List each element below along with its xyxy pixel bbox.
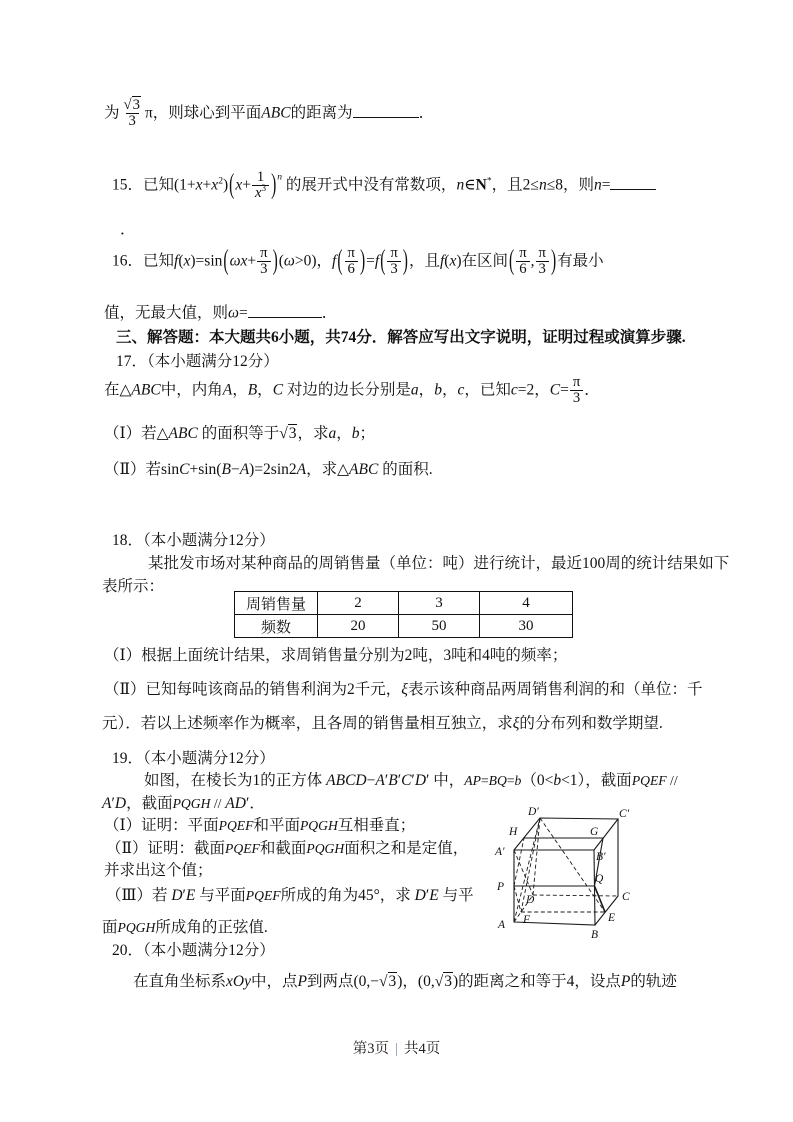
- q19-intro-2: A′D，截面PQGH // AD′．: [102, 795, 265, 812]
- footer-separator: |: [395, 1041, 398, 1057]
- label-h: H: [509, 826, 518, 838]
- table-cell: 20: [318, 615, 399, 638]
- q18-frequency-table: [234, 591, 573, 638]
- table-cell: 2: [318, 592, 399, 615]
- label-a-prime: A′: [495, 846, 505, 858]
- label-b-prime: B′: [596, 851, 606, 863]
- table-cell: 50: [399, 615, 480, 638]
- q19-part3-line1: （Ⅲ）若 D′E 与平面PQEF所成的角为45°，求 D′E 与平: [106, 887, 474, 904]
- label-a: A: [498, 919, 506, 931]
- page-footer: [0, 1037, 793, 1058]
- q16-line-2: 值，无最大值，则ω= ．: [104, 302, 337, 323]
- q18-part2-line1: （Ⅱ）已知每吨该商品的销售利润为2千元，ξ表示该种商品两周销售利润的和（单位：千: [104, 681, 703, 698]
- q20-heading: 20．（本小题满分12分）: [112, 942, 275, 959]
- q17-part1: （Ⅰ）若△ABC 的面积等于√3，求a，b；: [104, 425, 376, 442]
- label-p: P: [497, 881, 505, 893]
- table-row: [235, 615, 573, 638]
- q19-part2-line1: （Ⅱ）证明：截面PQEF和截面PQGH面积之和是定值，: [106, 840, 469, 857]
- lone-dot-line: ．: [120, 221, 136, 238]
- q19-part1: （Ⅰ）证明：平面PQEF和平面PQGH互相垂直；: [104, 817, 416, 834]
- q16-line-1: 16．已知f(x)=sin(ωx+ $\frac{\pi}{3}$ )(ω>0)，f( $\frac{\pi}{6}$ )=f( $\frac{\pi}{3}$ )，且f(x)在区间( $\frac{\pi}{6}$ , $\frac{\pi}{3}$ )有最小: [112, 244, 604, 278]
- footer-page-number: 第3页: [352, 1041, 390, 1057]
- q19-part3-line2: 面PQGH所成角的正弦值.: [102, 919, 268, 936]
- label-c-prime: C′: [619, 808, 630, 820]
- label-b: B: [591, 929, 599, 941]
- q18-part1: （Ⅰ）根据上面统计结果，求周销售量分别为2吨，3吨和4吨的频率；: [104, 647, 568, 664]
- label-c: C: [622, 891, 630, 903]
- label-d-prime: D′: [528, 806, 539, 818]
- q17-part2: （Ⅱ）若sinC+sin(B−A)=2sin2A，求△ABC 的面积.: [104, 461, 433, 478]
- q20-intro: 在直角坐标系xOy中，点P到两点(0,−√3)，(0,√3)的距离之和等于4，设点P的轨迹: [133, 973, 677, 990]
- table-cell: 30: [480, 615, 573, 638]
- q19-heading: 19．（本小题满分12分）: [112, 750, 275, 767]
- q18-intro-1: 某批发市场对某种商品的周销售量（单位：吨）进行统计，最近100周的统计结果如下: [148, 555, 730, 572]
- section3-header: 三、解答题：本大题共6小题，共74分．解答应写出文字说明，证明过程或演算步骤.: [116, 329, 686, 346]
- q19-part2-line2: 并求出这个值；: [104, 862, 213, 879]
- label-e: E: [608, 912, 616, 924]
- q17-intro: 在△ABC中，内角A，B，C 对边的边长分别是a，b，c，已知c=2，C= $\frac{\pi}{3}$ ．: [104, 374, 600, 407]
- label-q: Q: [595, 873, 604, 885]
- q15-line: 15．已知$(1+x+x^2)(x+$ $\frac{1}{x^3}$ )$^n$ 的展开式中没有常数项，n∈N*，且2≤n≤8，则n=: [112, 170, 656, 202]
- table-cell: 周销售量: [235, 592, 318, 615]
- label-f: F: [523, 914, 531, 926]
- q17-heading: 17．（本小题满分12分）: [116, 353, 279, 370]
- footer-total-pages: 共4页: [403, 1041, 441, 1057]
- q18-intro-2: 表所示：: [102, 578, 165, 595]
- q14-tail-line: 为 $\frac{√3}{3}$ π，则球心到平面ABC的距离为 ．: [104, 97, 435, 130]
- table-row: [235, 592, 573, 615]
- cube-diagram: [492, 804, 654, 946]
- label-g: G: [590, 826, 599, 838]
- table-cell: 4: [480, 592, 573, 615]
- q18-part2-line2: 元）．若以上述频率作为概率，且各周的销售量相互独立，求ξ的分布列和数学期望.: [102, 715, 663, 732]
- label-d: D: [526, 894, 535, 906]
- q18-heading: 18．（本小题满分12分）: [112, 532, 275, 549]
- table-cell: 频数: [235, 615, 318, 638]
- table-cell: 3: [399, 592, 480, 615]
- q19-intro-1: 如图，在棱长为1的正方体 ABCD−A′B′C′D′ 中，AP=BQ=b（0<b<1），截面PQEF //: [144, 772, 678, 789]
